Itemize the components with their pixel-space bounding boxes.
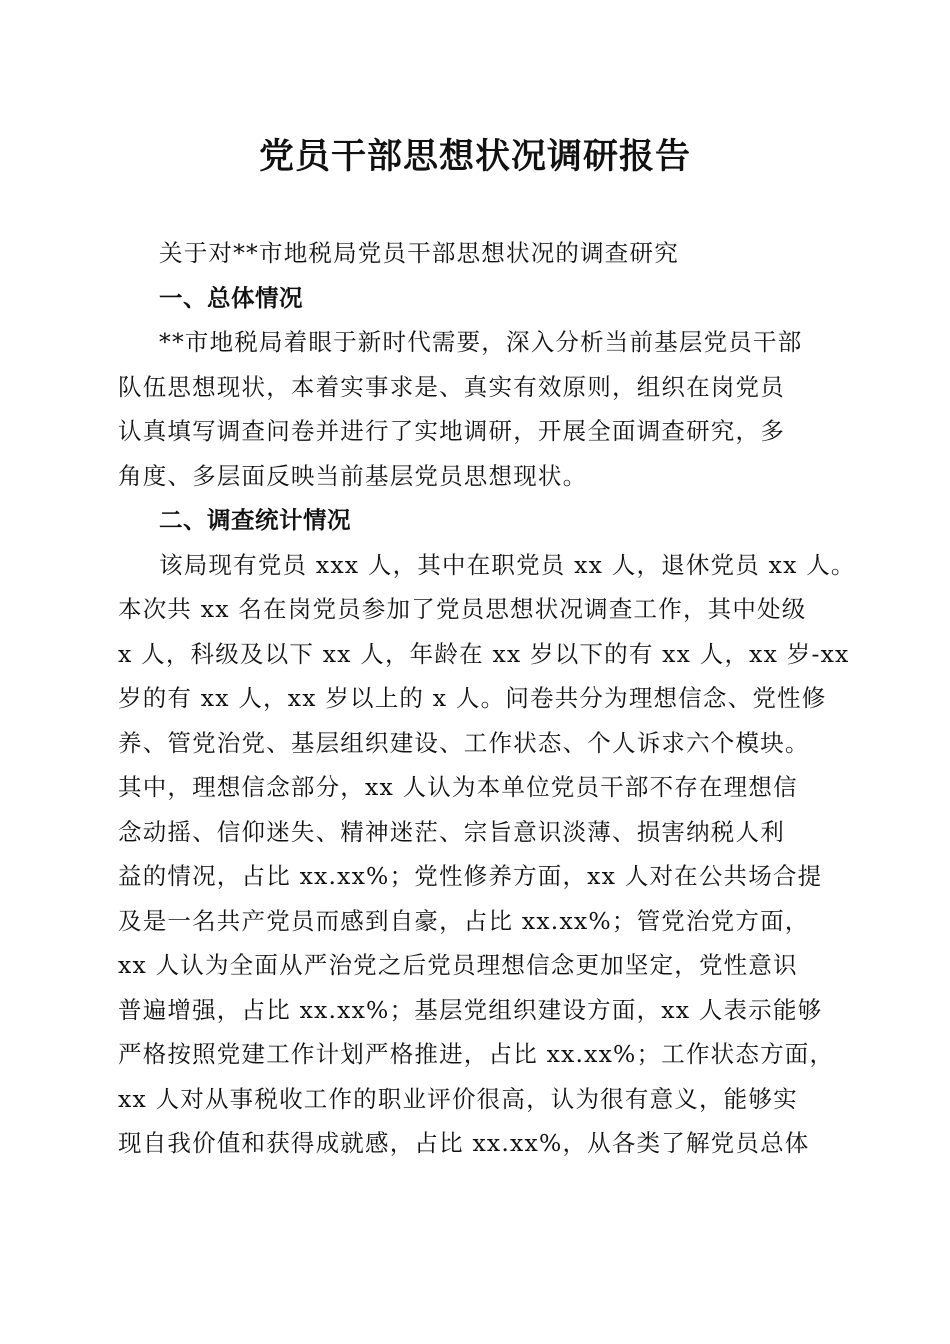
section-heading-statistics: 二、调查统计情况 <box>159 506 351 534</box>
paragraph-line: **市地税局着眼于新时代需要，深入分析当前基层党员干部 <box>159 328 803 356</box>
paragraph-line: x 人，科级及以下 xx 人，年龄在 xx 岁以下的有 xx 人，xx 岁-xx <box>118 639 850 668</box>
paragraph-line: 益的情况，占比 xx.xx%；党性修养方面，xx 人对在公共场合提 <box>118 862 823 890</box>
paragraph-line: 现自我价值和获得成就感，占比 xx.xx%，从各类了解党员总体 <box>118 1129 810 1157</box>
paragraph-line: 念动摇、信仰迷失、精神迷茫、宗旨意识淡薄、损害纳税人利 <box>118 817 785 846</box>
paragraph-line: 普遍增强，占比 xx.xx%；基层党组织建设方面，xx 人表示能够 <box>118 995 823 1024</box>
paragraph-line: 严格按照党建工作计划严格推进，占比 xx.xx%；工作状态方面， <box>118 1040 835 1068</box>
document-subtitle: 关于对**市地税局党员干部思想状况的调查研究 <box>159 239 679 267</box>
paragraph-line: 队伍思想现状，本着实事求是、真实有效原则，组织在岗党员 <box>118 372 785 401</box>
paragraph-line: xx 人认为全面从严治党之后党员理想信念更加坚定，党性意识 <box>118 951 798 979</box>
section-heading-overview: 一、总体情况 <box>159 283 303 312</box>
paragraph-line: 及是一名共产党员而感到自豪，占比 xx.xx%；管党治党方面， <box>118 906 810 935</box>
document-title: 党员干部思想状况调研报告 <box>258 136 691 177</box>
paragraph-line: 其中，理想信念部分，xx 人认为本单位党员干部不存在理想信 <box>118 773 798 801</box>
paragraph-line: 岁的有 xx 人，xx 岁以上的 x 人。问卷共分为理想信念、党性修 <box>118 684 827 712</box>
paragraph-line: 本次共 xx 名在岗党员参加了党员思想状况调查工作，其中处级 <box>118 595 807 623</box>
document-body <box>118 231 856 1166</box>
paragraph-line: 认真填写调查问卷并进行了实地调研，开展全面调查研究，多 <box>118 417 785 445</box>
paragraph-line: 角度、多层面反映当前基层党员思想现状。 <box>118 461 588 490</box>
paragraph-line: 养、管党治党、基层组织建设、工作状态、个人诉求六个模块。 <box>118 728 810 757</box>
paragraph-line: xx 人对从事税收工作的职业评价很高，认为很有意义，能够实 <box>118 1084 798 1113</box>
paragraph-line: 该局现有党员 xxx 人，其中在职党员 xx 人，退休党员 xx 人。 <box>159 550 856 579</box>
